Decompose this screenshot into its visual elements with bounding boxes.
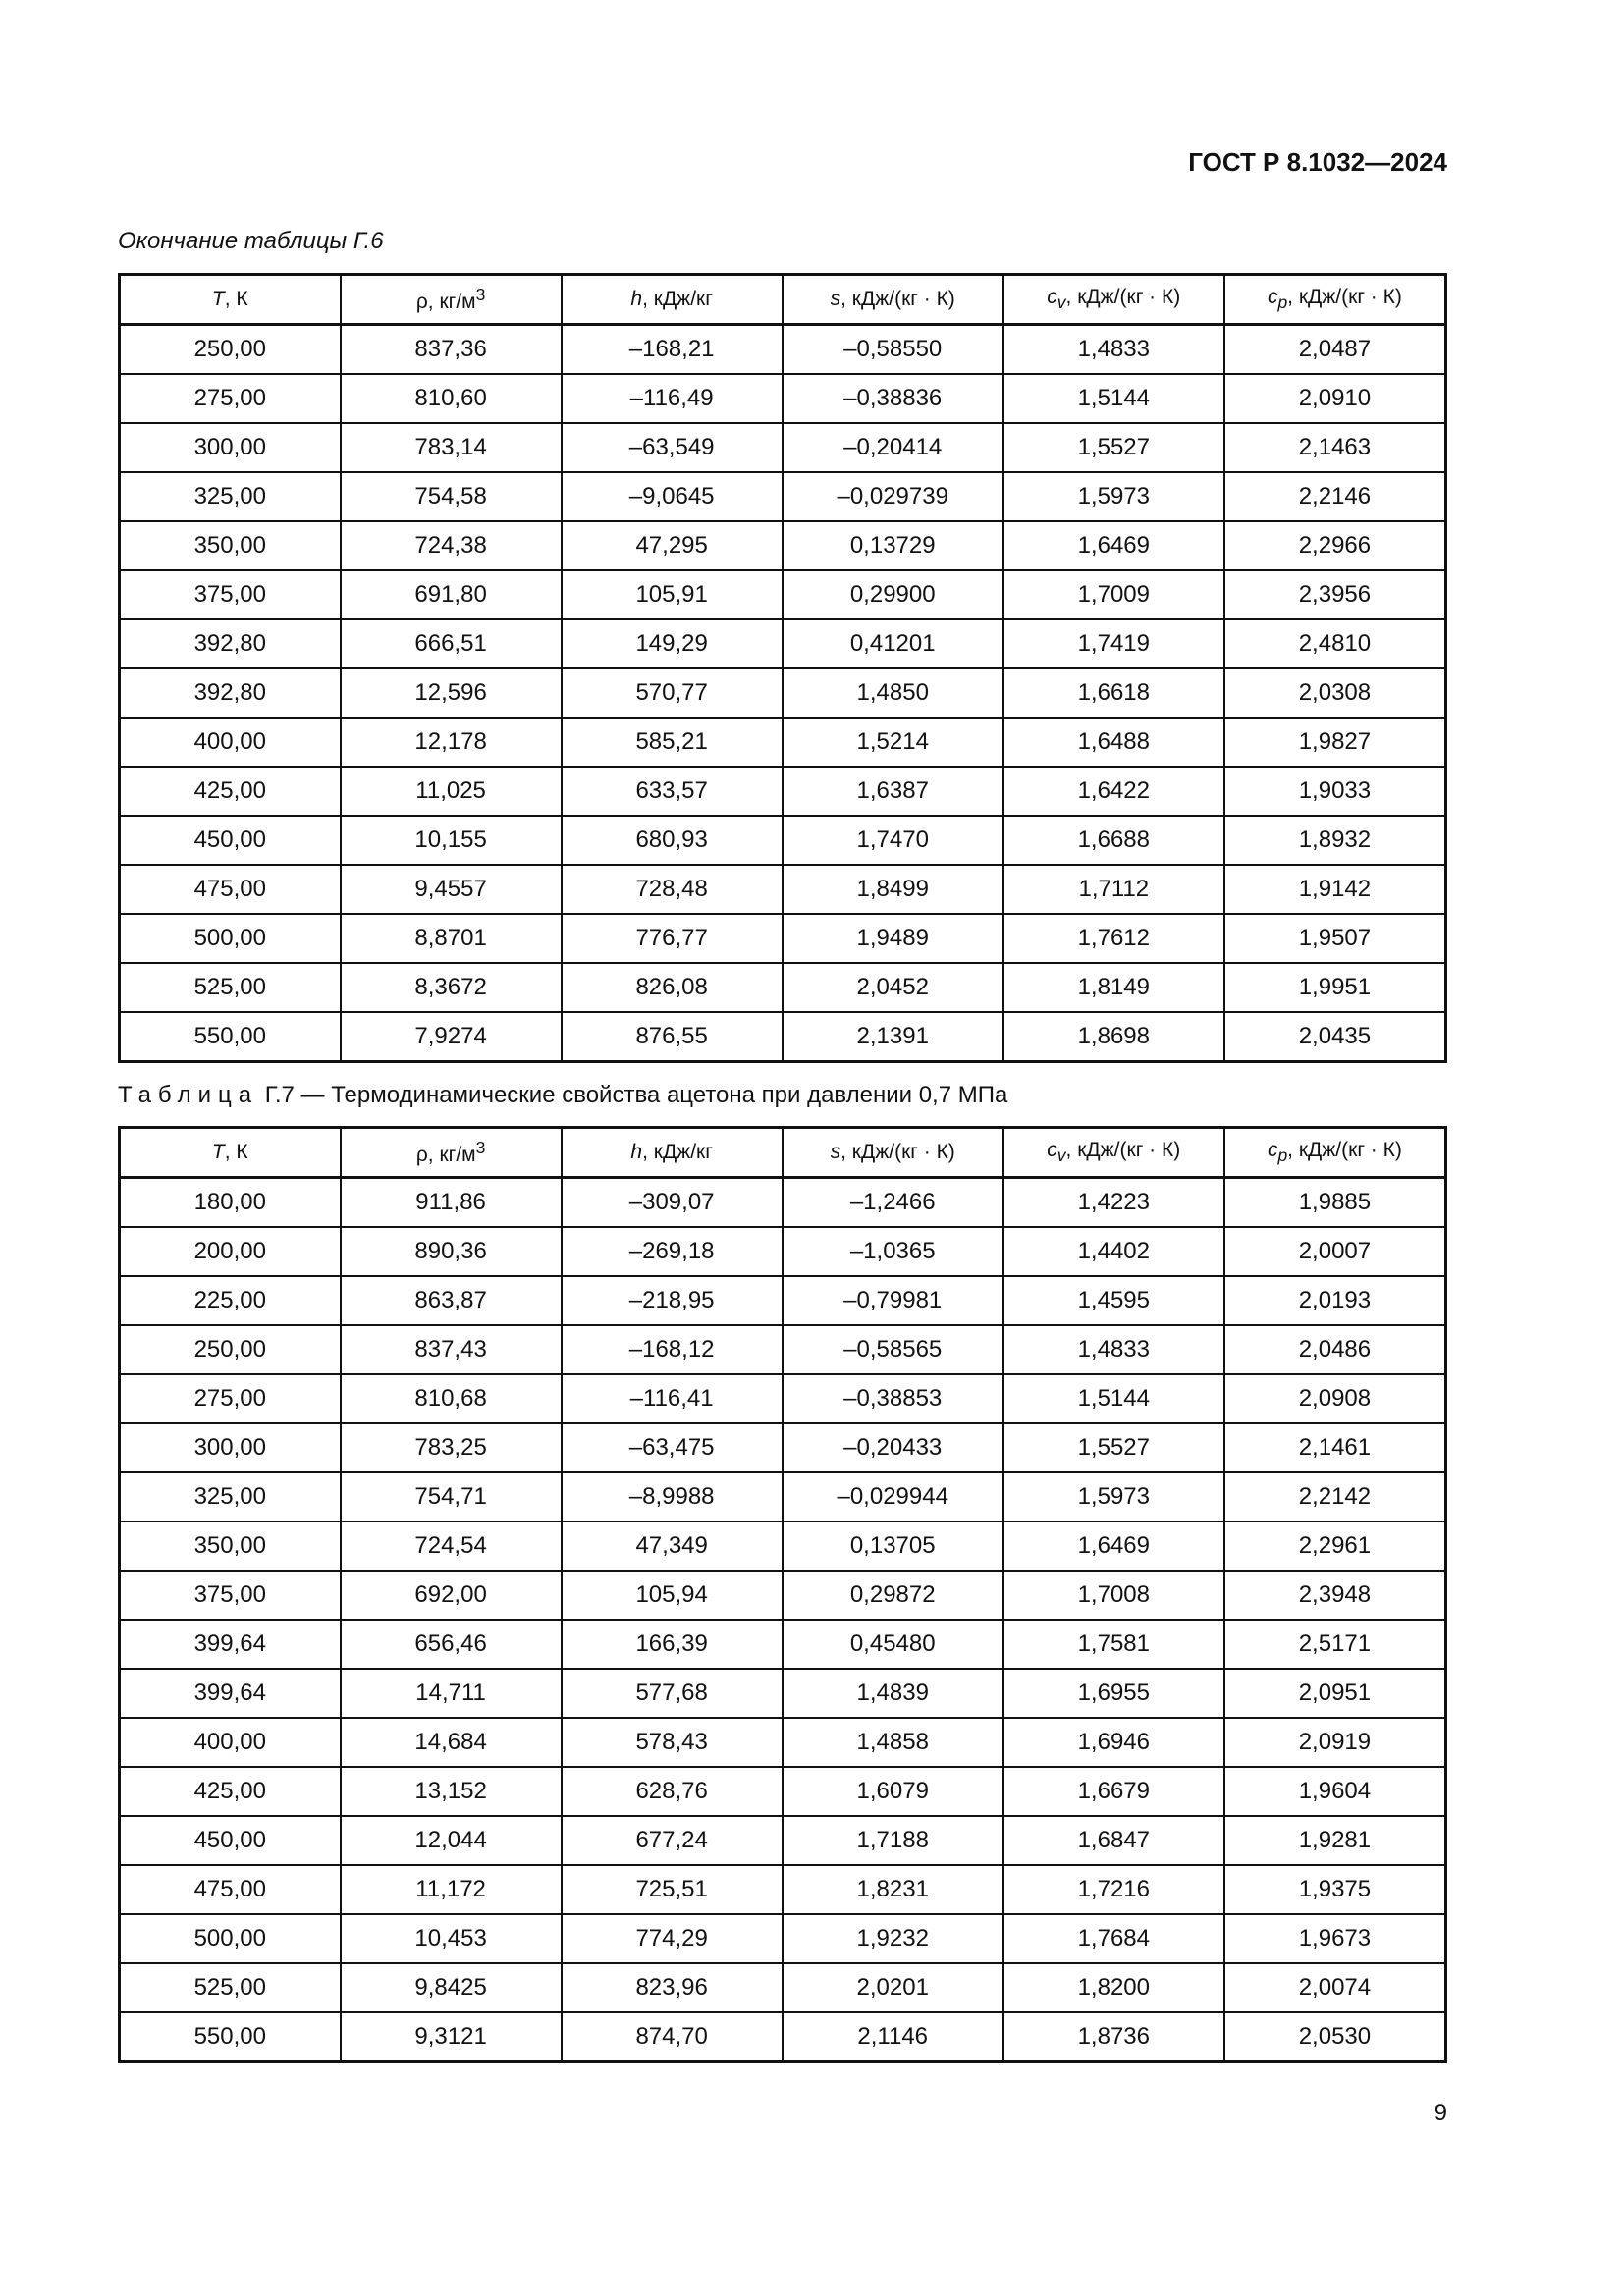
table-row	[120, 619, 1446, 668]
cell-cv: 1,6679	[1003, 1767, 1224, 1816]
cell-density: 837,36	[341, 325, 562, 375]
cell-cp: 1,9885	[1224, 1178, 1446, 1228]
cell-density: 14,711	[341, 1669, 562, 1718]
col-header-cv: $c_v$, кДж/(кг · К)	[1003, 1128, 1224, 1178]
cell-cp: 2,2961	[1224, 1522, 1446, 1571]
col-header-density: ρ, $кг/м^3$	[341, 275, 562, 325]
table-row	[120, 1472, 1446, 1522]
cell-density: 10,155	[341, 816, 562, 865]
cell-cp: 2,5171	[1224, 1620, 1446, 1669]
col-header-enthalpy: h, кДж/кг	[562, 1128, 783, 1178]
cell-entropy: 1,7188	[783, 1816, 1003, 1865]
cell-enthalpy: 628,76	[562, 1767, 783, 1816]
cell-enthalpy: –168,21	[562, 325, 783, 375]
cell-temperature: 400,00	[120, 1718, 341, 1767]
cell-cp: 2,0007	[1224, 1227, 1446, 1276]
cell-density: 810,68	[341, 1374, 562, 1423]
cell-cv: 1,5973	[1003, 1472, 1224, 1522]
cell-cp: 2,0435	[1224, 1012, 1446, 1062]
cell-cp: 1,9951	[1224, 963, 1446, 1012]
cell-temperature: 325,00	[120, 472, 341, 521]
cell-entropy: 0,13705	[783, 1522, 1003, 1571]
cell-density: 14,684	[341, 1718, 562, 1767]
cell-cv: 1,8698	[1003, 1012, 1224, 1062]
cell-cv: 1,4833	[1003, 325, 1224, 375]
cell-cv: 1,5144	[1003, 374, 1224, 423]
cell-cv: 1,8149	[1003, 963, 1224, 1012]
cell-density: 783,14	[341, 423, 562, 472]
cell-cv: 1,6955	[1003, 1669, 1224, 1718]
cell-entropy: –0,029944	[783, 1472, 1003, 1522]
cell-density: 837,43	[341, 1325, 562, 1374]
cell-cv: 1,7684	[1003, 1914, 1224, 1963]
cell-temperature: 275,00	[120, 374, 341, 423]
cell-cv: 1,4223	[1003, 1178, 1224, 1228]
cell-enthalpy: –63,475	[562, 1423, 783, 1472]
cell-cv: 1,6469	[1003, 521, 1224, 570]
cell-cp: 2,0487	[1224, 325, 1446, 375]
col-header-temperature: T, К	[120, 275, 341, 325]
cell-density: 11,172	[341, 1865, 562, 1914]
cell-enthalpy: –63,549	[562, 423, 783, 472]
cell-cp: 2,4810	[1224, 619, 1446, 668]
cell-density: 890,36	[341, 1227, 562, 1276]
cell-cv: 1,7612	[1003, 914, 1224, 963]
cell-temperature: 250,00	[120, 1325, 341, 1374]
cell-temperature: 375,00	[120, 1571, 341, 1620]
cell-entropy: 2,1391	[783, 1012, 1003, 1062]
cell-enthalpy: 585,21	[562, 718, 783, 767]
cell-density: 9,3121	[341, 2012, 562, 2062]
cell-enthalpy: 774,29	[562, 1914, 783, 1963]
cell-entropy: 1,5214	[783, 718, 1003, 767]
cell-cp: 2,2966	[1224, 521, 1446, 570]
table-row	[120, 374, 1446, 423]
cell-entropy: 1,4858	[783, 1718, 1003, 1767]
cell-cp: 1,8932	[1224, 816, 1446, 865]
col-header-cp: $c_p$, кДж/(кг · К)	[1224, 275, 1446, 325]
cell-entropy: 1,6079	[783, 1767, 1003, 1816]
cell-temperature: 180,00	[120, 1178, 341, 1228]
cell-temperature: 300,00	[120, 423, 341, 472]
table-body	[120, 325, 1446, 1062]
cell-entropy: 1,9232	[783, 1914, 1003, 1963]
cell-cp: 1,9142	[1224, 865, 1446, 914]
cell-cp: 2,2142	[1224, 1472, 1446, 1522]
cell-cv: 1,7581	[1003, 1620, 1224, 1669]
table-row	[120, 1374, 1446, 1423]
table-row	[120, 1620, 1446, 1669]
cell-temperature: 450,00	[120, 816, 341, 865]
table-row	[120, 963, 1446, 1012]
cell-enthalpy: 776,77	[562, 914, 783, 963]
cell-cp: 2,0074	[1224, 1963, 1446, 2012]
continuation-title: Окончание таблицы Г.6	[118, 228, 384, 254]
cell-entropy: 1,4850	[783, 668, 1003, 718]
cell-enthalpy: 578,43	[562, 1718, 783, 1767]
cell-cp: 2,0910	[1224, 374, 1446, 423]
cell-temperature: 425,00	[120, 767, 341, 816]
cell-cp: 1,9507	[1224, 914, 1446, 963]
cell-cp: 2,3948	[1224, 1571, 1446, 1620]
cell-cp: 1,9033	[1224, 767, 1446, 816]
page-number: 9	[1434, 2100, 1447, 2126]
cell-cv: 1,4402	[1003, 1227, 1224, 1276]
cell-enthalpy: –8,9988	[562, 1472, 783, 1522]
table-row	[120, 1571, 1446, 1620]
cell-temperature: 399,64	[120, 1669, 341, 1718]
cell-density: 12,178	[341, 718, 562, 767]
cell-cv: 1,6946	[1003, 1718, 1224, 1767]
cell-density: 9,8425	[341, 1963, 562, 2012]
cell-cv: 1,4833	[1003, 1325, 1224, 1374]
cell-density: 8,3672	[341, 963, 562, 1012]
cell-cp: 2,0951	[1224, 1669, 1446, 1718]
table-row	[120, 1423, 1446, 1472]
cell-cv: 1,7009	[1003, 570, 1224, 619]
cell-entropy: –1,0365	[783, 1227, 1003, 1276]
table-row	[120, 816, 1446, 865]
cell-cv: 1,5527	[1003, 423, 1224, 472]
cell-enthalpy: 633,57	[562, 767, 783, 816]
col-header-cp: $c_p$, кДж/(кг · К)	[1224, 1128, 1446, 1178]
table-row	[120, 1767, 1446, 1816]
table-row	[120, 423, 1446, 472]
cell-enthalpy: 826,08	[562, 963, 783, 1012]
cell-cv: 1,6422	[1003, 767, 1224, 816]
caption-label: Таблица	[118, 1082, 259, 1108]
cell-enthalpy: 876,55	[562, 1012, 783, 1062]
cell-entropy: –0,38836	[783, 374, 1003, 423]
cell-entropy: –0,20433	[783, 1423, 1003, 1472]
cell-cp: 1,9604	[1224, 1767, 1446, 1816]
cell-enthalpy: –168,12	[562, 1325, 783, 1374]
cell-entropy: 1,7470	[783, 816, 1003, 865]
caption-text: Г.7 — Термодинамические свойства ацетона при давлении 0,7 МПа	[264, 1082, 1008, 1108]
cell-temperature: 500,00	[120, 1914, 341, 1963]
cell-density: 724,38	[341, 521, 562, 570]
cell-temperature: 250,00	[120, 325, 341, 375]
cell-cv: 1,6618	[1003, 668, 1224, 718]
table-row	[120, 1178, 1446, 1228]
table-row	[120, 1718, 1446, 1767]
table-row	[120, 767, 1446, 816]
col-header-entropy: s, кДж/(кг · К)	[783, 1128, 1003, 1178]
cell-enthalpy: 725,51	[562, 1865, 783, 1914]
cell-temperature: 525,00	[120, 963, 341, 1012]
cell-density: 9,4557	[341, 865, 562, 914]
cell-density: 666,51	[341, 619, 562, 668]
cell-cp: 2,1461	[1224, 1423, 1446, 1472]
cell-enthalpy: –9,0645	[562, 472, 783, 521]
cell-entropy: –0,20414	[783, 423, 1003, 472]
table-row	[120, 1865, 1446, 1914]
cell-enthalpy: 105,94	[562, 1571, 783, 1620]
cell-cp: 2,0530	[1224, 2012, 1446, 2062]
cell-entropy: 2,1146	[783, 2012, 1003, 2062]
cell-enthalpy: 577,68	[562, 1669, 783, 1718]
cell-cv: 1,7008	[1003, 1571, 1224, 1620]
cell-enthalpy: 105,91	[562, 570, 783, 619]
cell-density: 754,71	[341, 1472, 562, 1522]
cell-enthalpy: 680,93	[562, 816, 783, 865]
cell-temperature: 425,00	[120, 1767, 341, 1816]
cell-temperature: 225,00	[120, 1276, 341, 1325]
table-row	[120, 718, 1446, 767]
table-row	[120, 1914, 1446, 1963]
cell-enthalpy: –116,41	[562, 1374, 783, 1423]
table-row	[120, 1276, 1446, 1325]
cell-cp: 2,0308	[1224, 668, 1446, 718]
cell-density: 8,8701	[341, 914, 562, 963]
cell-cv: 1,7419	[1003, 619, 1224, 668]
cell-enthalpy: 149,29	[562, 619, 783, 668]
cell-entropy: –1,2466	[783, 1178, 1003, 1228]
thermo-table-g7	[118, 1126, 1447, 2063]
cell-entropy: 0,41201	[783, 619, 1003, 668]
table-row	[120, 1669, 1446, 1718]
cell-cv: 1,6469	[1003, 1522, 1224, 1571]
table-caption	[118, 1082, 1007, 1109]
cell-enthalpy: –309,07	[562, 1178, 783, 1228]
table-row	[120, 325, 1446, 375]
cell-cp: 1,9673	[1224, 1914, 1446, 1963]
cell-enthalpy: –218,95	[562, 1276, 783, 1325]
cell-cp: 2,3956	[1224, 570, 1446, 619]
cell-temperature: 550,00	[120, 2012, 341, 2062]
cell-entropy: 2,0452	[783, 963, 1003, 1012]
cell-density: 754,58	[341, 472, 562, 521]
cell-temperature: 500,00	[120, 914, 341, 963]
cell-enthalpy: 47,349	[562, 1522, 783, 1571]
col-header-cv: $c_v$, кДж/(кг · К)	[1003, 275, 1224, 325]
table-row	[120, 472, 1446, 521]
table-row	[120, 1012, 1446, 1062]
cell-density: 12,044	[341, 1816, 562, 1865]
cell-density: 7,9274	[341, 1012, 562, 1062]
cell-temperature: 475,00	[120, 865, 341, 914]
cell-enthalpy: 677,24	[562, 1816, 783, 1865]
cell-entropy: 0,29872	[783, 1571, 1003, 1620]
cell-cv: 1,7216	[1003, 1865, 1224, 1914]
cell-temperature: 399,64	[120, 1620, 341, 1669]
cell-cp: 1,9281	[1224, 1816, 1446, 1865]
cell-enthalpy: 570,77	[562, 668, 783, 718]
cell-enthalpy: –269,18	[562, 1227, 783, 1276]
table-row	[120, 865, 1446, 914]
col-header-density: ρ, $кг/м^3$	[341, 1128, 562, 1178]
table-header-row	[120, 1128, 1446, 1178]
cell-cv: 1,6688	[1003, 816, 1224, 865]
table-row	[120, 1816, 1446, 1865]
cell-entropy: –0,58565	[783, 1325, 1003, 1374]
cell-entropy: 1,6387	[783, 767, 1003, 816]
cell-entropy: 0,13729	[783, 521, 1003, 570]
cell-density: 863,87	[341, 1276, 562, 1325]
cell-enthalpy: 874,70	[562, 2012, 783, 2062]
cell-temperature: 350,00	[120, 521, 341, 570]
cell-entropy: 1,4839	[783, 1669, 1003, 1718]
cell-density: 11,025	[341, 767, 562, 816]
table-row	[120, 521, 1446, 570]
cell-temperature: 525,00	[120, 1963, 341, 2012]
cell-temperature: 475,00	[120, 1865, 341, 1914]
cell-cv: 1,7112	[1003, 865, 1224, 914]
table-row	[120, 2012, 1446, 2062]
col-header-enthalpy: h, кДж/кг	[562, 275, 783, 325]
cell-entropy: –0,029739	[783, 472, 1003, 521]
cell-entropy: 1,8499	[783, 865, 1003, 914]
cell-temperature: 392,80	[120, 619, 341, 668]
cell-cv: 1,4595	[1003, 1276, 1224, 1325]
cell-cp: 1,9827	[1224, 718, 1446, 767]
cell-enthalpy: 166,39	[562, 1620, 783, 1669]
cell-entropy: –0,38853	[783, 1374, 1003, 1423]
cell-cp: 1,9375	[1224, 1865, 1446, 1914]
cell-temperature: 350,00	[120, 1522, 341, 1571]
cell-temperature: 200,00	[120, 1227, 341, 1276]
cell-enthalpy: –116,49	[562, 374, 783, 423]
cell-cp: 2,0193	[1224, 1276, 1446, 1325]
cell-cv: 1,8200	[1003, 1963, 1224, 2012]
table-row	[120, 914, 1446, 963]
cell-cp: 2,2146	[1224, 472, 1446, 521]
cell-cv: 1,8736	[1003, 2012, 1224, 2062]
cell-temperature: 325,00	[120, 1472, 341, 1522]
cell-enthalpy: 823,96	[562, 1963, 783, 2012]
cell-enthalpy: 728,48	[562, 865, 783, 914]
cell-temperature: 550,00	[120, 1012, 341, 1062]
cell-cv: 1,6847	[1003, 1816, 1224, 1865]
cell-temperature: 392,80	[120, 668, 341, 718]
cell-density: 783,25	[341, 1423, 562, 1472]
cell-cv: 1,5527	[1003, 1423, 1224, 1472]
cell-cp: 2,0919	[1224, 1718, 1446, 1767]
table-row	[120, 668, 1446, 718]
cell-entropy: 0,29900	[783, 570, 1003, 619]
thermo-table-g6	[118, 273, 1447, 1063]
table-row	[120, 1963, 1446, 2012]
table-row	[120, 1325, 1446, 1374]
cell-enthalpy: 47,295	[562, 521, 783, 570]
standard-designation: ГОСТ Р 8.1032—2024	[1188, 147, 1447, 177]
table-body	[120, 1178, 1446, 2062]
cell-density: 656,46	[341, 1620, 562, 1669]
cell-temperature: 400,00	[120, 718, 341, 767]
col-header-temperature: T, К	[120, 1128, 341, 1178]
cell-entropy: 1,8231	[783, 1865, 1003, 1914]
cell-cp: 2,0486	[1224, 1325, 1446, 1374]
cell-entropy: 1,9489	[783, 914, 1003, 963]
table-row	[120, 1522, 1446, 1571]
cell-cp: 2,0908	[1224, 1374, 1446, 1423]
cell-density: 691,80	[341, 570, 562, 619]
cell-entropy: 2,0201	[783, 1963, 1003, 2012]
table-header-row	[120, 275, 1446, 325]
cell-cv: 1,5973	[1003, 472, 1224, 521]
cell-entropy: –0,58550	[783, 325, 1003, 375]
cell-entropy: 0,45480	[783, 1620, 1003, 1669]
cell-density: 724,54	[341, 1522, 562, 1571]
cell-temperature: 375,00	[120, 570, 341, 619]
cell-density: 10,453	[341, 1914, 562, 1963]
cell-density: 13,152	[341, 1767, 562, 1816]
col-header-entropy: s, кДж/(кг · К)	[783, 275, 1003, 325]
table-row	[120, 1227, 1446, 1276]
cell-density: 692,00	[341, 1571, 562, 1620]
cell-cv: 1,6488	[1003, 718, 1224, 767]
cell-density: 12,596	[341, 668, 562, 718]
cell-temperature: 275,00	[120, 1374, 341, 1423]
cell-temperature: 300,00	[120, 1423, 341, 1472]
cell-entropy: –0,79981	[783, 1276, 1003, 1325]
cell-density: 911,86	[341, 1178, 562, 1228]
table-row	[120, 570, 1446, 619]
cell-temperature: 450,00	[120, 1816, 341, 1865]
cell-cp: 2,1463	[1224, 423, 1446, 472]
cell-density: 810,60	[341, 374, 562, 423]
cell-cv: 1,5144	[1003, 1374, 1224, 1423]
